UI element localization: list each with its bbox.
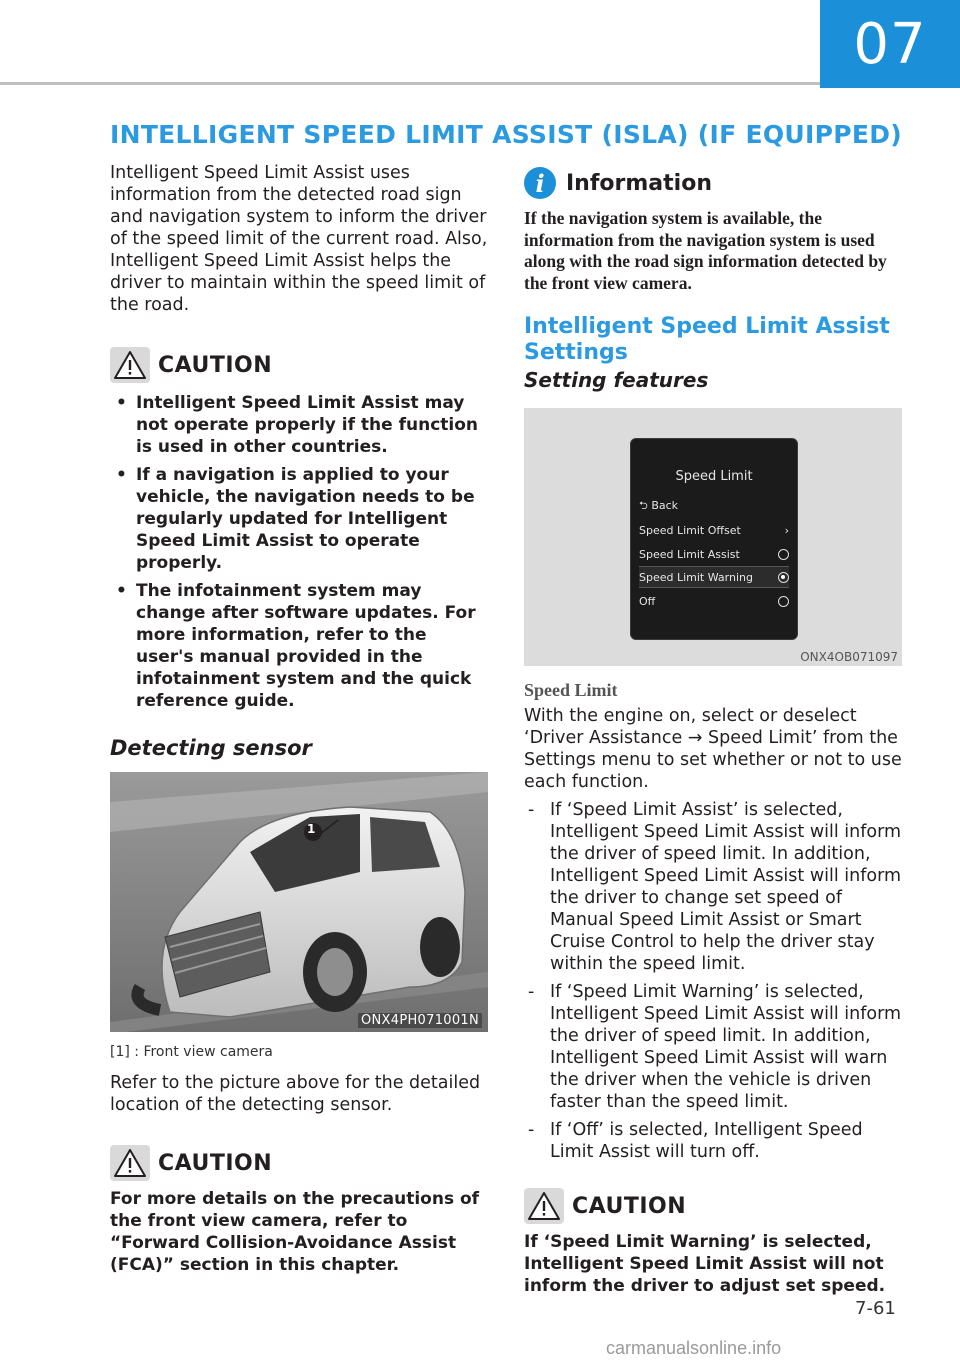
speed-limit-heading: Speed Limit <box>524 680 618 700</box>
caution-label: CAUTION <box>158 1150 273 1176</box>
figure-code: ONX4PH071001N <box>358 1013 482 1028</box>
radio-off-icon <box>778 549 789 560</box>
caution-text: If ‘Speed Limit Warning’ is selected, Intelligent Speed Limit Assist will not inform the driver to adjust set speed. <box>524 1232 886 1296</box>
caution-item: • If a navigation is applied to your vehicle, the navigation needs to be regularly updated for Intelligent Speed Limit Assist to operate properly. <box>116 465 475 573</box>
caution-text: For more details on the precautions of the front view camera, refer to “Forward Collision-Avoidance Assist (FCA)” section in this chapter. <box>110 1189 480 1275</box>
setting-features-heading: Setting features <box>524 368 709 392</box>
watermark: carmanualsonline.info <box>606 1338 782 1358</box>
cluster-screen <box>630 438 798 640</box>
back-label: ⮌ Back <box>639 498 679 512</box>
detecting-sensor-heading: Detecting sensor <box>110 736 312 760</box>
figure-caption: [1] : Front view camera <box>110 1044 273 1060</box>
speed-limit-paragraph: With the engine on, select or deselect ‘Driver Assistance → Speed Limit’ from the Settings menu to set whether or not to use each function. <box>524 706 902 792</box>
chapter-tab: 07 <box>820 0 960 88</box>
caution-heading <box>524 1187 904 1225</box>
information-label: Information <box>566 170 712 196</box>
screen-title: Speed Limit <box>675 469 753 484</box>
caution-heading <box>110 1144 488 1182</box>
refer-paragraph: Refer to the picture above for the detailed location of the detecting sensor. <box>110 1073 481 1115</box>
offset-label: Speed Limit Offset <box>639 523 741 537</box>
header-rule <box>0 82 820 85</box>
page-title: INTELLIGENT SPEED LIMIT ASSIST (ISLA) (IF EQUIPPED) <box>110 120 902 149</box>
warning-triangle-icon <box>524 1188 564 1224</box>
radio-on-icon <box>778 572 789 583</box>
caution-heading <box>110 346 488 384</box>
settings-heading: Intelligent Speed Limit Assist Settings <box>524 314 890 365</box>
left-column <box>110 162 488 1276</box>
chevron-right-icon: › <box>784 523 789 537</box>
camera-marker-label: 1 <box>307 822 316 836</box>
right-column <box>524 166 904 1297</box>
screen-row-off <box>639 590 789 612</box>
figure-code: ONX4OB071097 <box>800 650 898 664</box>
radio-off-icon <box>778 596 789 607</box>
intro-paragraph: Intelligent Speed Limit Assist uses information from the detected road sign and navigation system to inform the driver of the speed limit of the current road. Also, Intelligent Speed Limit Assist helps the driver to maintain within the speed limit of the road. <box>110 163 488 315</box>
information-text: If the navigation system is available, the information from the navigation system is used along with the road sign information detected by the front view camera. <box>524 208 887 293</box>
screen-row-offset <box>639 519 789 541</box>
list-item: - If ‘Speed Limit Assist’ is selected, Intelligent Speed Limit Assist will inform the driver of speed limit. In addition, Intelligent Speed Limit Assist will inform the driver to change set speed of Manual Speed Limit Assist or Smart Cruise Control to help the driver stay within the speed limit. <box>528 800 902 974</box>
caution-list <box>110 392 488 712</box>
info-icon: i <box>524 167 556 199</box>
page-number: 7-61 <box>855 1298 896 1319</box>
information-heading <box>524 166 904 200</box>
caution-item: • Intelligent Speed Limit Assist may not operate properly if the function is used in other countries. <box>116 393 479 457</box>
list-item: - If ‘Off’ is selected, Intelligent Speed Limit Assist will turn off. <box>528 1120 863 1162</box>
caution-item: • The infotainment system may change after software updates. For more information, refer to the user's manual provided in the infotainment system and the quick reference guide. <box>116 581 476 711</box>
caution-label: CAUTION <box>572 1193 687 1219</box>
list-item: - If ‘Speed Limit Warning’ is selected, Intelligent Speed Limit Assist will inform the driver of speed limit. In addition, Intelligent Speed Limit Assist will warn the driver when the vehicle is driven faster than the speed limit. <box>528 982 902 1112</box>
cluster-screen-figure <box>524 408 902 666</box>
screen-row-back <box>639 495 789 517</box>
option-list <box>524 799 904 1163</box>
off-label: Off <box>639 594 656 608</box>
vehicle-figure <box>110 772 488 1032</box>
warning-triangle-icon <box>110 347 150 383</box>
assist-label: Speed Limit Assist <box>639 547 740 561</box>
warning-label: Speed Limit Warning <box>639 570 753 584</box>
screen-row-assist <box>639 543 789 565</box>
screen-row-warning <box>639 566 789 588</box>
caution-label: CAUTION <box>158 352 273 378</box>
back-arrow-icon: ⮌ <box>639 498 652 512</box>
warning-triangle-icon <box>110 1145 150 1181</box>
vehicle-illustration <box>110 772 488 1032</box>
